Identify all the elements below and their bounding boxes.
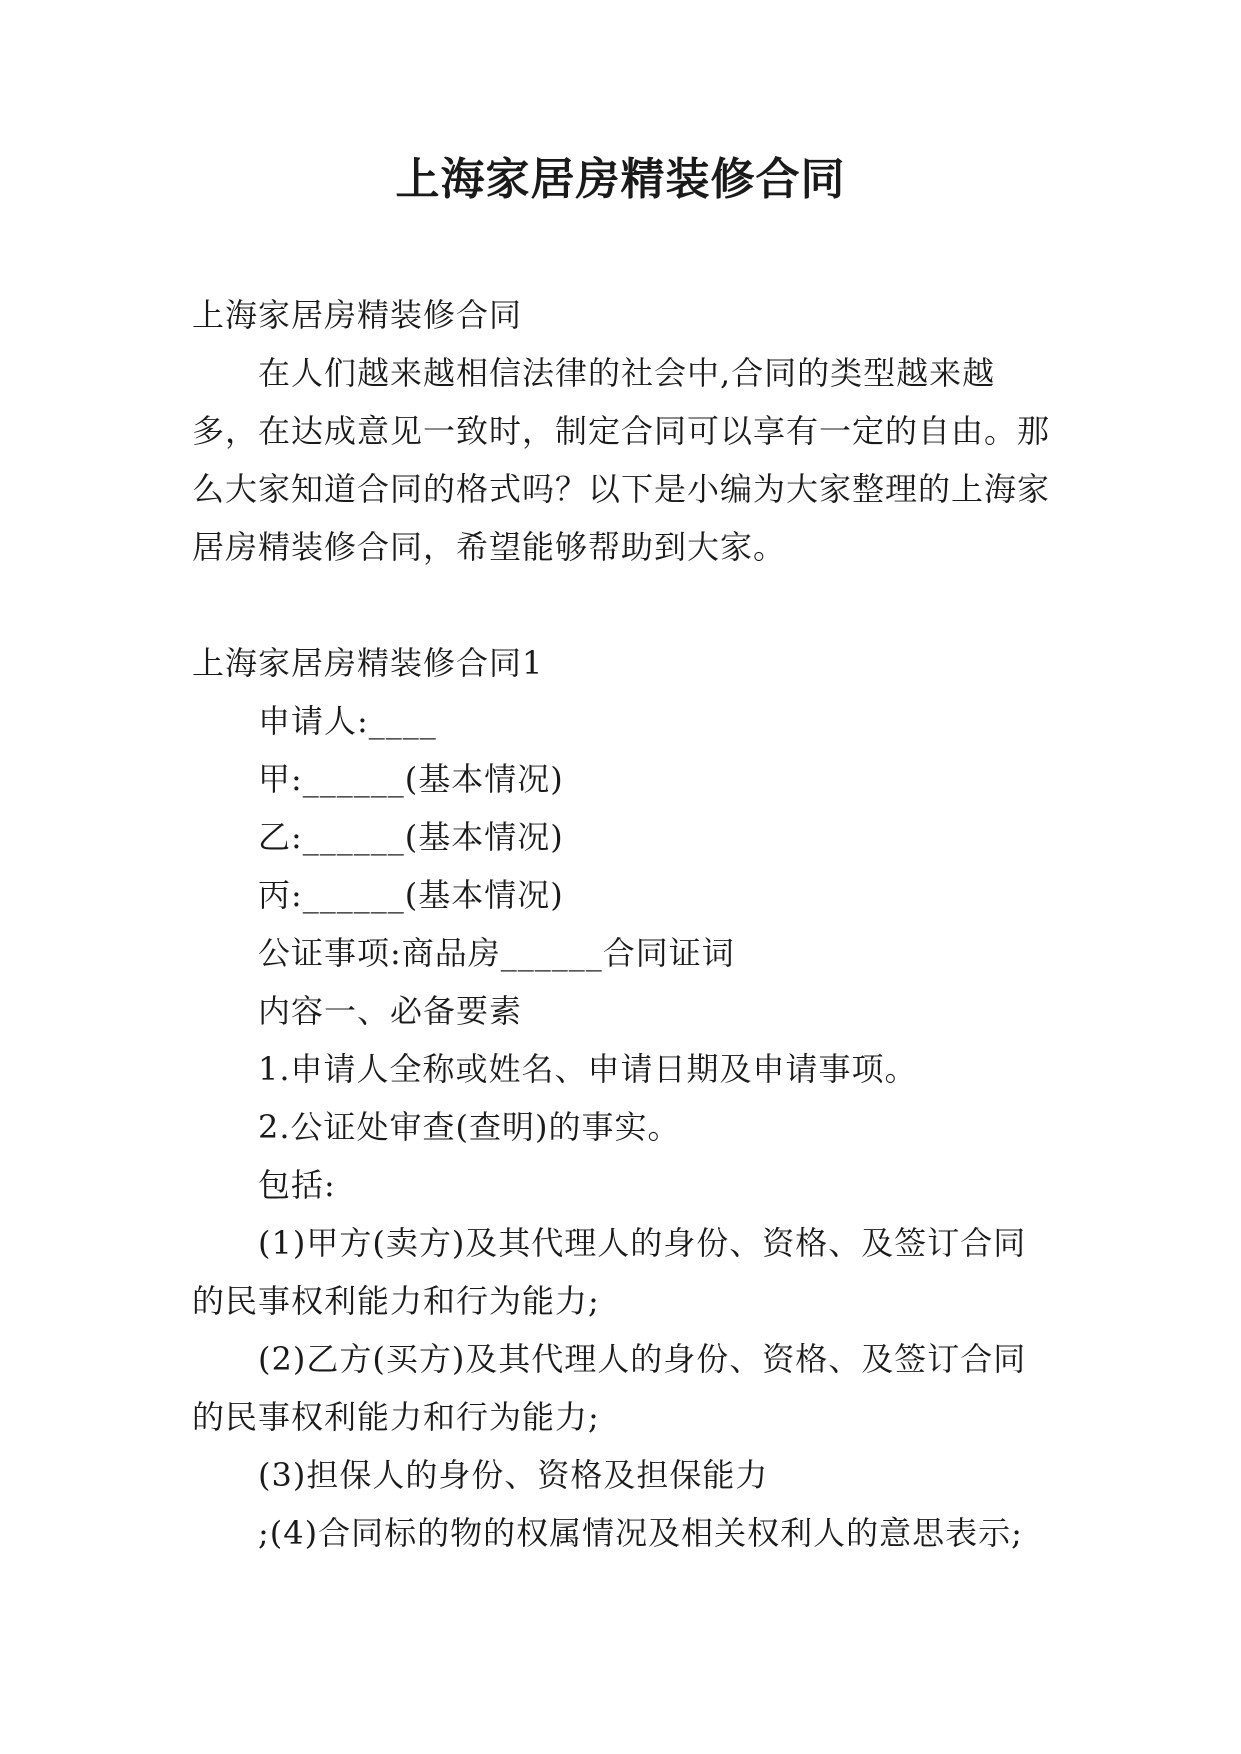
section-heading: 上海家居房精装修合同1 bbox=[192, 644, 544, 682]
list-item: 包括: bbox=[258, 1166, 336, 1204]
paragraph-spacer bbox=[192, 576, 1057, 634]
document-title: 上海家居房精装修合同 bbox=[395, 154, 846, 205]
applicant-line: 申请人:____ bbox=[258, 702, 437, 740]
intro-paragraph: 在人们越来越相信法律的社会中,合同的类型越来越多，在达成意见一致时，制定合同可以享有一定的自由。那么大家知道合同的格式吗？以下是小编为大家整理的上海家居房精装修合同，希望能够帮助到大家。 bbox=[192, 354, 1051, 566]
party-b-line: 乙:______(基本情况) bbox=[258, 818, 564, 856]
list-item: (1)甲方(卖方)及其代理人的身份、资格、及签订合同的民事权利能力和行为能力; bbox=[192, 1224, 1027, 1320]
content-heading: 内容一、必备要素 bbox=[258, 992, 523, 1030]
list-item: 2.公证处审查(查明)的事实。 bbox=[258, 1108, 681, 1146]
list-item: ;(4)合同标的物的权属情况及相关权利人的意思表示; bbox=[258, 1514, 1023, 1552]
notary-matter-line: 公证事项:商品房______合同证词 bbox=[258, 934, 735, 972]
document-body bbox=[192, 286, 1057, 1562]
party-a-line: 甲:______(基本情况) bbox=[258, 760, 564, 798]
list-item: 1.申请人全称或姓名、申请日期及申请事项。 bbox=[258, 1050, 918, 1088]
list-item: (2)乙方(买方)及其代理人的身份、资格、及签订合同的民事权利能力和行为能力; bbox=[192, 1340, 1027, 1436]
document-subtitle: 上海家居房精装修合同 bbox=[192, 296, 523, 334]
list-item: (3)担保人的身份、资格及担保能力 bbox=[258, 1456, 769, 1494]
party-c-line: 丙:______(基本情况) bbox=[258, 876, 564, 914]
